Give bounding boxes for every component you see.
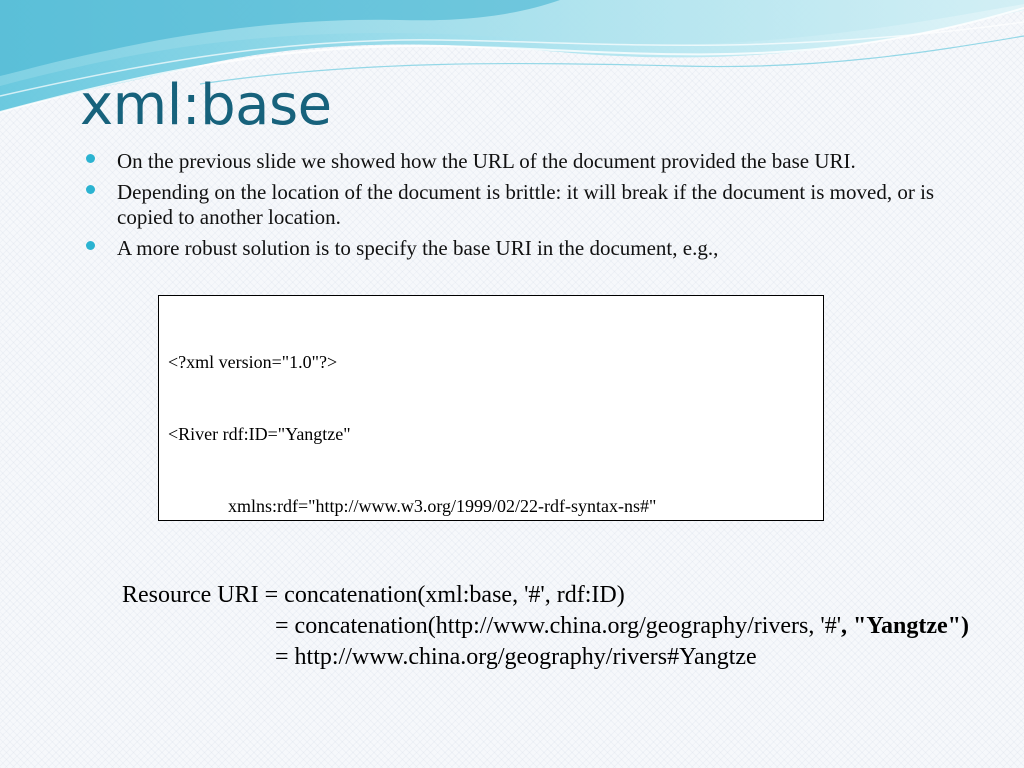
bullet-item — [86, 236, 936, 261]
bullet-list — [86, 149, 936, 267]
xml-code-box — [158, 295, 824, 521]
formula-line: Resource URI = concatenation(xml:base, '#', rdf:ID) — [122, 582, 625, 608]
formula-line: = http://www.china.org/geography/rivers#Yangtze — [275, 644, 757, 670]
bullet-text: Depending on the location of the document is brittle: it will break if the document is moved, or is copied to another location. — [117, 180, 935, 229]
code-line: xmlns:rdf="http://www.w3.org/1999/02/22-rdf-syntax-ns#" — [228, 496, 657, 516]
formula-part: = concatenation(http://www.china.org/geography/rivers, '#' — [275, 613, 842, 639]
formula-part-bold-comma: , "Yangtze") — [841, 613, 969, 639]
code-line: <?xml version="1.0"?> — [168, 352, 338, 372]
bullet-text: On the previous slide we showed how the URL of the document provided the base URI. — [117, 149, 856, 173]
formula-line — [122, 611, 1024, 642]
bullet-dot-icon — [86, 154, 95, 163]
code-line: <River rdf:ID="Yangtze" — [168, 424, 351, 444]
bullet-item — [86, 149, 936, 174]
resource-uri-formula — [122, 580, 1024, 673]
slide-title: xml:base — [80, 73, 332, 138]
bullet-dot-icon — [86, 185, 95, 194]
bullet-dot-icon — [86, 241, 95, 250]
bullet-item — [86, 180, 936, 230]
bullet-text: A more robust solution is to specify the base URI in the document, e.g., — [117, 236, 719, 260]
